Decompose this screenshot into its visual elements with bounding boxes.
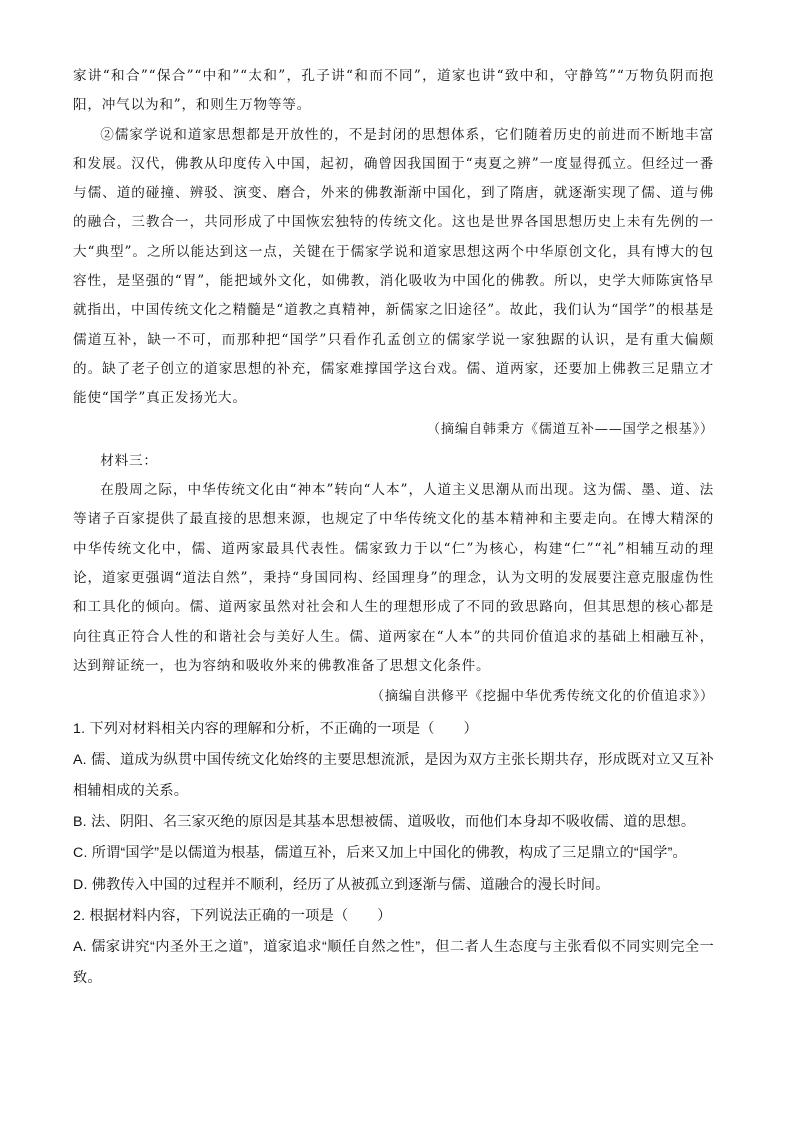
question-1-option-c: C. 所谓“国学”是以儒道为根基，儒道互补，后来又加上中国化的佛教，构成了三足鼎立的“国学”。: [73, 845, 687, 862]
question-1-option-a: A. 儒、道成为纵贯中国传统文化始终的主要思想流派，是因为双方主张长期共存，形成既对立又互补相辅相成的关系。: [73, 751, 714, 799]
question-2-option-a: A. 儒家讲究“内圣外王之道”，道家追求“顺任自然之性”，但二者人生态度与主张看似不同实则完全一致。: [73, 938, 714, 987]
material3-source: （摘编自洪修平《挖掘中华优秀传统文化的价值追求》）: [370, 689, 714, 705]
question-2-stem: 2. 根据材料内容，下列说法正确的一项是（ ）: [73, 907, 392, 924]
material3-label: 材料三：: [100, 452, 158, 469]
question-1-stem: 1. 下列对材料相关内容的理解和分析，不正确的一项是（ ）: [73, 720, 478, 737]
material2-paragraph-2: ②儒家学说和道家思想都是开放性的，不是封闭的思想体系，它们随着历史的前进而不断地丰富和发展。汉代，佛教从印度传入中国，起初，确曾因我国囿于“夷夏之辨”一度显得孤立。但经过一番与儒、道的碰撞、辨驳、演变、磨合，外来的佛教渐渐中国化，到了隋唐，就逐渐实现了儒、道与佛的融合，三教合一，共同形成了中国恢宏独特的传统文化。这也是世界各国思想历史上未有先例的一大“典型”。之所以能达到这一点，关键在于儒家学说和道家思想这两个中华原创文化，具有博大的包容性，是坚强的“胃”，能把域外文化，如佛教，消化吸收为中国化的佛教。所以，史学大师陈寅恪早就指出，中国传统文化之精髓是“道教之真精神，新儒家之旧途径”。故此，我们认为“国学”的根基是儒道互补，缺一不可，而那种把“国学”只看作孔孟创立的儒家学说一家独踞的认识，是有重大偏颇的。缺了老子创立的道家思想的补充，儒家难撑国学这台戏。儒、道两家，还要加上佛教三足鼎立才能使“国学”真正发扬光大。: [73, 126, 714, 407]
question-1-option-b: B. 法、阴阳、名三家灭绝的原因是其基本思想被儒、道吸收，而他们本身却不吸收儒、道的思想。: [73, 814, 696, 831]
reading-material: [73, 62, 714, 712]
material2-source: （摘编自韩秉方《儒道互补——国学之根基》）: [426, 421, 714, 437]
question-section: [73, 714, 714, 995]
material3-paragraph: 在殷周之际，中华传统文化由“神本”转向“人本”，人道主义思潮从而出现。这为儒、墨、道、法等诸子百家提供了最直接的思想来源，也规定了中华传统文化的基本精神和主要走向。在博大精深的中华传统文化中，儒、道两家最具代表性。儒家致力于以“仁”为核心，构建“仁”“礼”相辅互动的理论，道家更强调“道法自然”，秉持“身国同构、经国理身”的理念，认为文明的发展要注意克服虚伪性和工具化的倾向。儒、道两家虽然对社会和人生的理想形成了不同的致思路向，但其思想的核心都是向往真正符合人性的和谐社会与美好人生。儒、道两家在“人本”的共同价值追求的基础上相融互补，达到辩证统一，也为容纳和吸收外来的佛教准备了思想文化条件。: [73, 482, 714, 674]
material2-paragraph-continued: 家讲“和合”“保合”“中和”“太和”，孔子讲“和而不同”，道家也讲“致中和，守静笃”“万物负阴而抱阳，冲气以为和”，和则生万物等等。: [73, 68, 714, 114]
question-1-option-d: D. 佛教传入中国的过程并不顺利，经历了从被孤立到逐渐与儒、道融合的漫长时间。: [73, 876, 610, 893]
